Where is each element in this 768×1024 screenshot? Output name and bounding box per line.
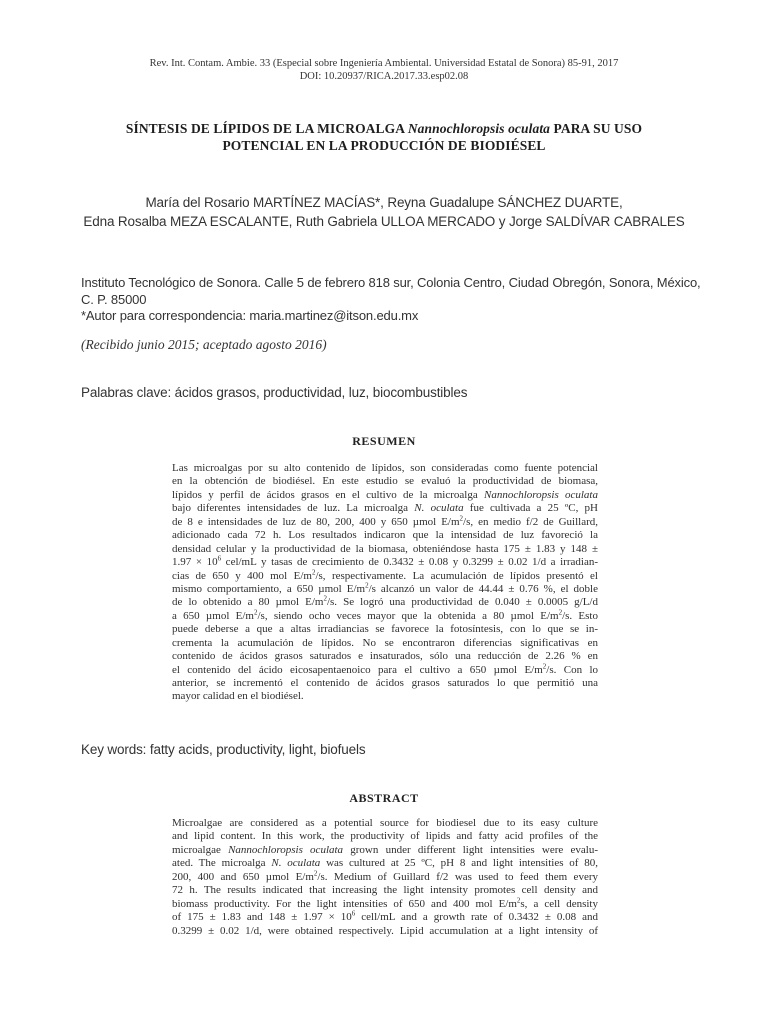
- text-line: en la obtención de biodiésel. En este estudio se evaluó la productividad de biomasa,: [172, 475, 598, 488]
- keywords-spanish: Palabras clave: ácidos grasos, productividad, luz, biocombustibles: [81, 385, 468, 400]
- text-line: a 650 µmol $E/m^2/s$, siendo ocho veces mayor que la obtenida a 80 µmol $E/m^2/s$. Esto: [172, 608, 598, 622]
- keywords-english: Key words: fatty acids, productivity, light, biofuels: [81, 742, 366, 757]
- text-line: biomass productivity. For the light intensities of 650 and 400 mol $E/m^2s$, a cell density: [172, 895, 598, 910]
- affiliation-line-2: C. P. 85000: [81, 291, 147, 307]
- abstract-heading: ABSTRACT: [349, 791, 419, 805]
- title-part: SÍNTESIS DE LÍPIDOS DE LA MICROALGA: [125, 121, 408, 136]
- affiliation: [81, 275, 701, 325]
- title-line-2: POTENCIAL EN LA PRODUCCIÓN DE BIODIÉSEL: [222, 137, 546, 153]
- author-list: [0, 194, 768, 231]
- text-line: Las microalgas por su alto contenido de lípidos, son consideradas como fuente potencial: [172, 462, 598, 474]
- text-line: cias de 650 y 400 mol $E/m^2/s$, respectivamente. La acumulación de lípidos presentó el: [172, 567, 598, 582]
- affiliation-line-1: Instituto Tecnológico de Sonora. Calle 5 de febrero 818 sur, Colonia Centro, Ciudad Obregón, Sonora, México,: [81, 275, 701, 290]
- text-line: ated. The microalga N. oculata was cultured at 25 ºC, pH 8 and light intensities of 80,: [172, 857, 598, 870]
- text-line: 72 h. The results indicated that increasing the light intensity promotes cell density and: [172, 884, 598, 897]
- text-line: puede deberse a que a altas irradiancias se favorece la fotosíntesis, con lo que se in-: [172, 623, 598, 636]
- text-line: and lipid content. In this work, the productivity of lipids and fatty acid profiles of the: [172, 830, 598, 843]
- text-line: lípidos y perfil de ácidos grasos en el cultivo de la microalga Nannochloropsis oculata: [172, 488, 598, 501]
- text-line: anterior, se incrementó el contenido de ácidos grasos saturados lo que permitió una: [172, 677, 598, 689]
- correspondence-line: *Autor para correspondencia: maria.martinez@itson.edu.mx: [81, 308, 419, 323]
- authors-line-2: Edna Rosalba MEZA ESCALANTE, Ruth Gabriela ULLOA MERCADO y Jorge SALDÍVAR CABRALES: [83, 213, 685, 229]
- text-line: $1.97 \times 10^6$ cel/mL y tasas de crecimiento de 0.3432 ± 0.08 y 0.3299 ± 0.02 1/d a irradian-: [172, 554, 598, 569]
- text-line: densidad celular y la productividad de la biomasa, obteniéndose hasta 175 ± 1.83 y 148 ±: [172, 542, 598, 555]
- text-line: el contenido del ácido eicosapentaenoico para el cultivo a 650 µmol $E/m^2/s$. Con lo: [172, 661, 599, 676]
- text-line: contenido de ácidos grasos saturados e insaturados, sólo una reducción de 2.26 % en: [172, 650, 598, 663]
- journal-citation: Rev. Int. Contam. Ambie. 33 (Especial sobre Ingeniería Ambiental. Universidad Estatal de Sonora) 85-91, 2017: [149, 58, 619, 69]
- abstract-body: [172, 817, 598, 938]
- resumen-body: [172, 462, 598, 704]
- doi: DOI: 10.20937/RICA.2017.33.esp02.08: [299, 71, 469, 82]
- text-line: de lo obtenido a 80 µmol $E/m^2/s$. Se logró una productividad de 0.040 ± 0.0005 g/L/d: [172, 594, 598, 609]
- text-line: de 8 e intensidades de luz de 80, 200, 400 y 650 µmol $E/m^2/s$, en medio f/2 de Guillard,: [172, 514, 598, 528]
- text-line: bajo diferentes intensidades de luz. La microalga N. oculata fue cultivada a 25 ºC, pH: [172, 502, 598, 515]
- title-part: PARA SU USO: [550, 121, 643, 136]
- text-line: 0.3299 ± 0.02 1/d, were obtained respectively. Lipid accumulation at a light intensity of: [172, 924, 598, 937]
- text-line: of 175 ± 1.83 and $148 \pm 1.97 \times 10^6$ cell/mL and a growth rate of 0.3432 ± 0.08 and: [172, 909, 598, 924]
- text-line: mayor calidad en el biodiésel.: [172, 690, 304, 703]
- text-line: microalgae Nannochloropsis oculata grown under different light intensities were evalu-: [172, 843, 598, 856]
- paper-title: [60, 121, 708, 154]
- received-accepted-dates: (Recibido junio 2015; aceptado agosto 2016): [81, 337, 327, 352]
- text-line: Microalgae are considered as a potential source for biodiesel due to its easy culture: [172, 817, 598, 829]
- text-line: 200, 400 and 650 µmol $E/m^2/s$. Medium of Guillard f/2 was used to feed them every: [172, 869, 598, 883]
- text-line: mismo comportamiento, a 650 µmol $E/m^2/s$ alcanzó un valor de 44.44 ± 0.76 %, el doble: [172, 581, 598, 595]
- text-line: adicionado cada 72 h. Los resultados indicaron que la intensidad de luz favoreció la: [172, 529, 598, 542]
- journal-header: [0, 57, 768, 83]
- text-line: crementa la acumulación de lípidos. No se encontraron diferencias significativas en: [172, 636, 598, 649]
- authors-line-1: María del Rosario MARTÍNEZ MACÍAS*, Reyna Guadalupe SÁNCHEZ DUARTE,: [145, 195, 623, 210]
- title-species: Nannochloropsis oculata: [407, 121, 551, 136]
- resumen-heading: RESUMEN: [352, 434, 416, 448]
